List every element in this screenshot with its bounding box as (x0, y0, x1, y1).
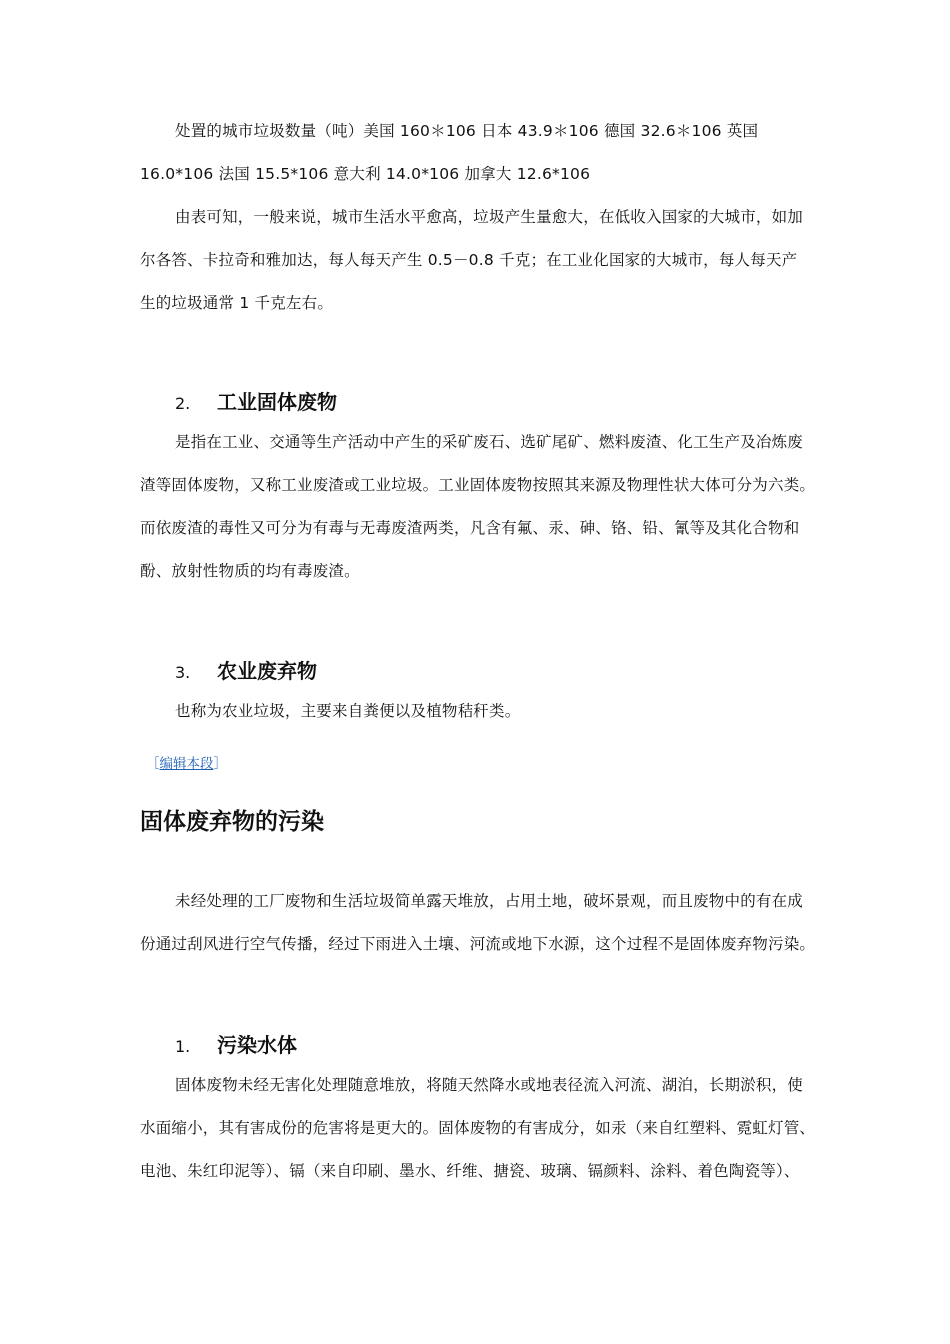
paragraph-line: 16.0*106 法国 15.5*106 意大利 14.0*106 加拿大 12.6*106 (140, 165, 591, 183)
bracket-close: ］ (213, 756, 227, 772)
section-number: 3. (175, 663, 191, 682)
edit-section-link[interactable] (146, 752, 227, 772)
paragraph-line: 水面缩小，其有害成份的危害将是更大的。固体废物的有害成分，如汞（来自红塑料、霓虹灯管、 (140, 1119, 816, 1137)
paragraph-line: 份通过刮风进行空气传播，经过下雨进入土壤、河流或地下水源，这个过程不是固体废弃物污染。 (140, 935, 816, 953)
paragraph-line: 尔各答、卡拉奇和雅加达，每人每天产生 0.5－0.8 千克；在工业化国家的大城市，每人每天产 (140, 251, 798, 269)
paragraph-line: 是指在工业、交通等生产活动中产生的采矿废石、选矿尾矿、燃料废渣、化工生产及冶炼废 (175, 433, 804, 451)
paragraph-line: 也称为农业垃圾，主要来自粪便以及植物秸秆类。 (175, 702, 521, 720)
section-heading-agricultural (175, 655, 317, 684)
section-heading-water (175, 1029, 297, 1058)
paragraph-line: 生的垃圾通常 1 千克左右。 (140, 294, 334, 312)
paragraph-line: 电池、朱红印泥等）、镉（来自印刷、墨水、纤维、搪瓷、玻璃、镉颜料、涂料、着色陶瓷等）、 (140, 1162, 800, 1180)
paragraph-line: 渣等固体废物，又称工业废渣或工业垃圾。工业固体废物按照其来源及物理性状大体可分为六类。 (140, 476, 816, 494)
bracket-open: ［ (146, 756, 160, 772)
section-heading-industrial (175, 386, 337, 415)
section-title: 农业废弃物 (217, 659, 317, 683)
heading-pollution: 固体废弃物的污染 (140, 809, 324, 835)
paragraph-line: 酚、放射性物质的均有毒废渣。 (140, 562, 360, 580)
paragraph-line: 固体废物未经无害化处理随意堆放，将随天然降水或地表径流入河流、湖泊，长期淤积，使 (175, 1076, 804, 1094)
section-number: 2. (175, 394, 191, 413)
section-title: 工业固体废物 (217, 390, 337, 414)
paragraph-line: 处置的城市垃圾数量（吨）美国 160＊106 日本 43.9＊106 德国 32.6＊106 英国 (175, 122, 759, 140)
paragraph-line: 由表可知，一般来说，城市生活水平愈高，垃圾产生量愈大，在低收入国家的大城市，如加 (175, 208, 804, 226)
paragraph-line: 未经处理的工厂废物和生活垃圾简单露天堆放，占用土地，破坏景观，而且废物中的有在成 (175, 892, 804, 910)
paragraph-line: 而依废渣的毒性又可分为有毒与无毒废渣两类，凡含有氟、汞、砷、铬、铅、氰等及其化合物和 (140, 519, 800, 537)
section-title: 污染水体 (217, 1033, 297, 1057)
section-number: 1. (175, 1037, 191, 1056)
edit-link-label[interactable]: 编辑本段 (159, 756, 214, 772)
